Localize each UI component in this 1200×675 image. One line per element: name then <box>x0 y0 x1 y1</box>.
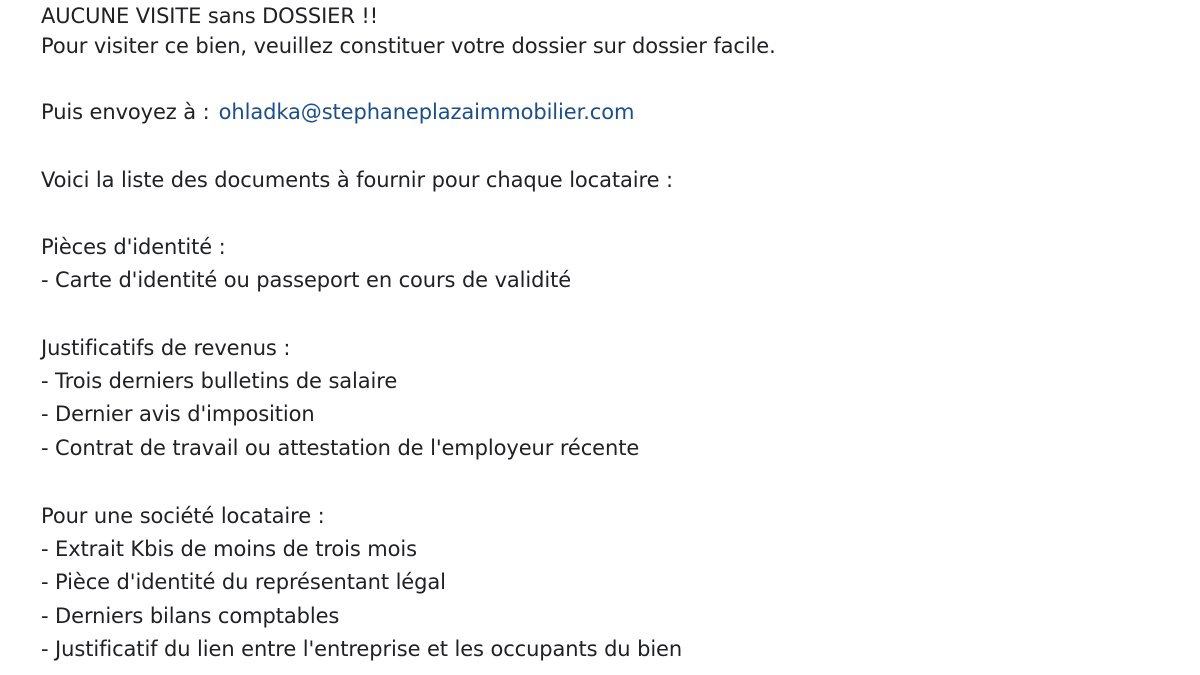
list-item: - Extrait Kbis de moins de trois mois <box>41 537 417 561</box>
send-line <box>41 97 634 127</box>
list-item: - Contrat de travail ou attestation de l'employeur récente <box>41 436 640 460</box>
list-item: - Dernier avis d'imposition <box>41 402 315 426</box>
email-link[interactable]: ohladka@stephaneplazaimmobilier.com <box>218 100 635 124</box>
warning-line: AUCUNE VISITE sans DOSSIER !! <box>41 4 379 28</box>
instruction-line: Pour visiter ce bien, veuillez constituer votre dossier sur dossier facile. <box>41 34 776 58</box>
docs-intro-line: Voici la liste des documents à fournir pour chaque locataire : <box>41 168 673 192</box>
list-item: - Justificatif du lien entre l'entreprise et les occupants du bien <box>41 637 683 661</box>
send-prefix: Puis envoyez à : <box>41 100 210 124</box>
list-item: - Pièce d'identité du représentant légal <box>41 570 446 594</box>
list-item: - Carte d'identité ou passeport en cours de validité <box>41 268 572 292</box>
section-heading: Pièces d'identité : <box>41 235 226 259</box>
section-heading: Pour une société locataire : <box>41 504 325 528</box>
section-heading: Justificatifs de revenus : <box>41 336 291 360</box>
list-item: - Trois derniers bulletins de salaire <box>41 369 398 393</box>
list-item: - Derniers bilans comptables <box>41 604 340 628</box>
